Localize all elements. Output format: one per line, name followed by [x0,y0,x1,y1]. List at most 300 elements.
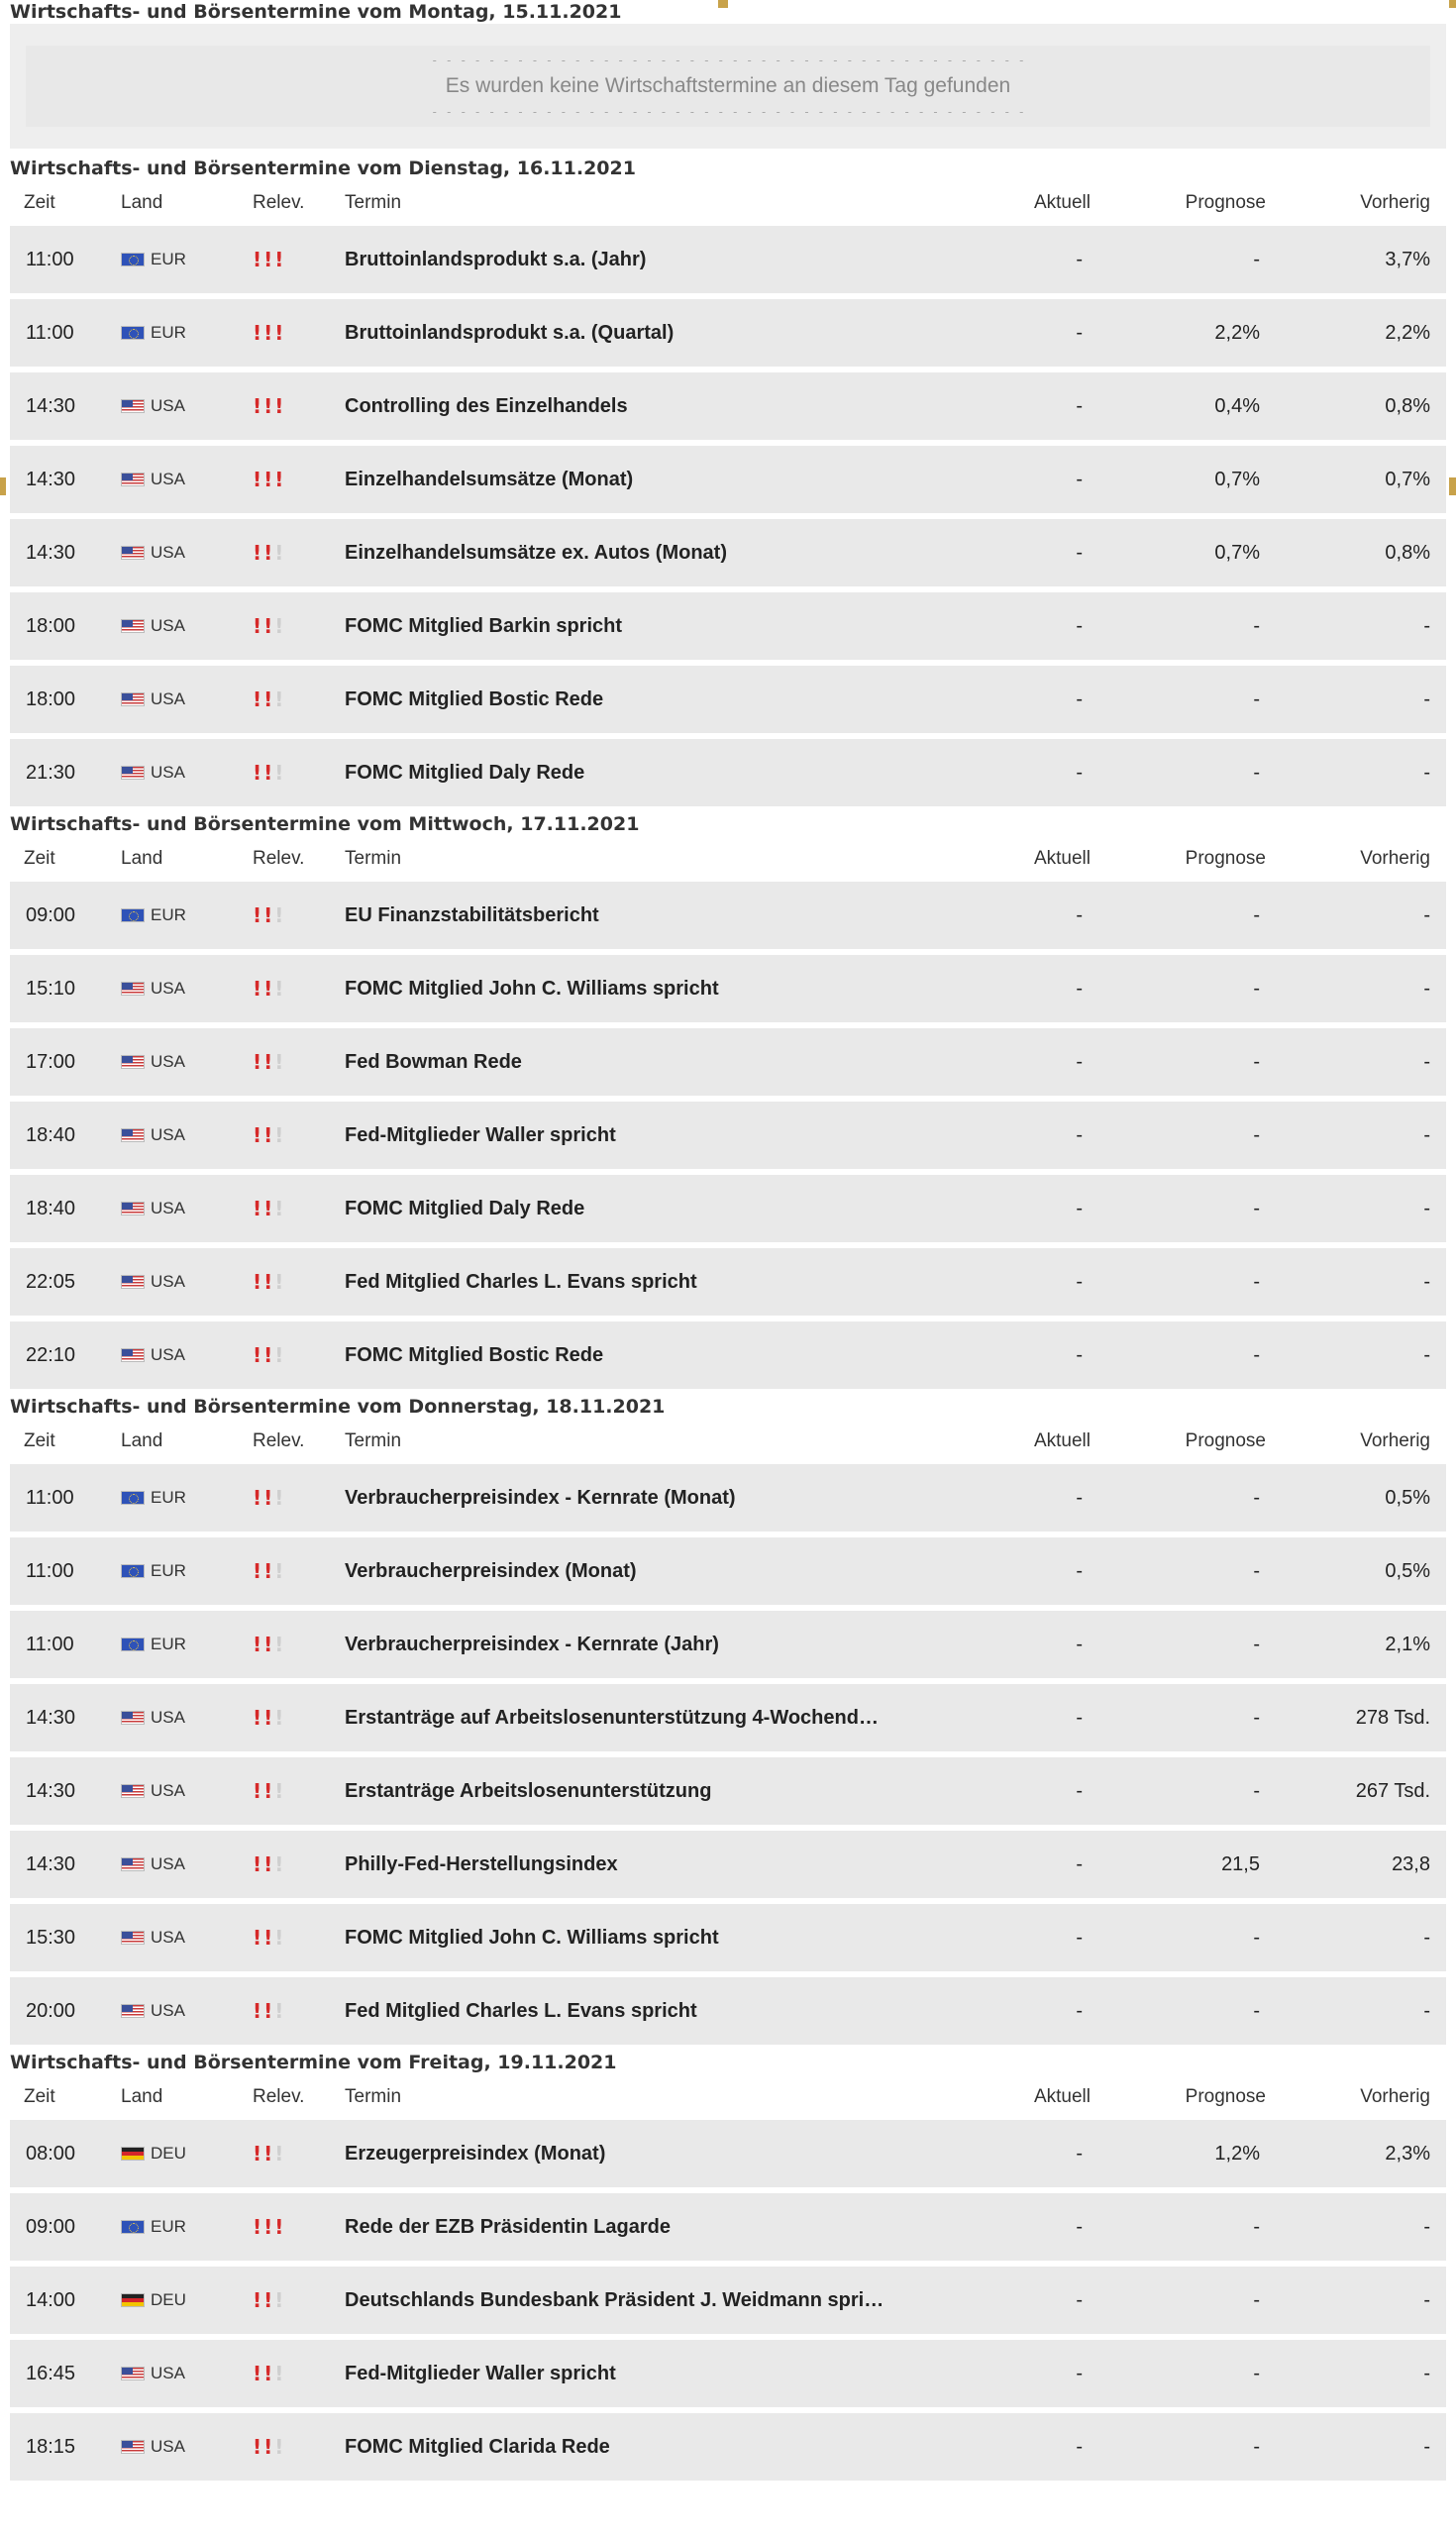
header-time[interactable]: Zeit [24,848,55,869]
usa-flag-icon [121,1055,145,1069]
event-previous: - [1423,977,1430,1000]
event-previous: 23,8 [1392,1852,1430,1875]
header-forecast[interactable]: Prognose [1185,2086,1266,2107]
event-term[interactable]: FOMC Mitglied John C. Williams spricht [345,977,719,1000]
table-row[interactable] [10,2193,1446,2261]
event-forecast: - [1253,761,1260,784]
event-country [117,1635,253,1654]
event-country [117,2437,253,2457]
event-time: 14:30 [26,1852,76,1875]
event-relevance [253,1781,345,1801]
relevance-icon [253,979,283,999]
header-term[interactable]: Termin [345,192,402,213]
event-country [117,1488,253,1508]
event-actual: - [1076,614,1083,637]
event-country [117,1345,253,1365]
table-row[interactable] [10,1028,1446,1096]
day-title: Wirtschafts- und Börsentermine vom Montag, 15.11.2021 [10,1,622,23]
event-previous: - [1423,1050,1430,1073]
usa-flag-icon [121,982,145,996]
exclamation-icon: ! [263,2142,273,2166]
exclamation-icon: ! [253,1633,262,1656]
relevance-icon [253,1708,283,1728]
usa-flag-icon [121,1711,145,1725]
event-previous: - [1423,2215,1430,2238]
table-header [10,836,1446,882]
event-previous: 0,8% [1385,394,1430,417]
relevance-icon [253,323,283,343]
table-row[interactable] [10,2267,1446,2334]
relevance-icon [253,689,283,709]
relevance-icon [253,2364,283,2383]
event-time: 14:30 [26,394,76,417]
scroll-marker-right [1449,477,1456,495]
event-relevance [253,1928,345,1948]
event-term[interactable]: FOMC Mitglied Daly Rede [345,761,585,784]
header-previous[interactable]: Vorherig [1360,192,1430,213]
event-country [117,2290,253,2310]
event-forecast: - [1253,1559,1260,1582]
event-country [117,1052,253,1072]
event-time: 16:45 [26,2362,76,2384]
table-row[interactable] [10,882,1446,949]
event-actual: - [1076,541,1083,564]
country-code: USA [151,396,185,415]
event-relevance [253,979,345,999]
header-land[interactable]: Land [121,2086,163,2107]
event-relevance [253,2364,345,2383]
event-forecast: - [1253,248,1260,270]
event-term[interactable]: Philly-Fed-Herstellungsindex [345,1852,618,1875]
header-time[interactable]: Zeit [24,192,55,213]
event-term[interactable]: Einzelhandelsumsätze (Monat) [345,468,634,490]
event-relevance [253,250,345,269]
event-actual: - [1076,1123,1083,1146]
scroll-marker-top-right [1449,0,1456,8]
relevance-icon [253,470,283,489]
event-forecast: - [1253,2362,1260,2384]
empty-message: Es wurden keine Wirtschaftstermine an diesem Tag gefunden [445,74,1011,97]
event-term[interactable]: Fed Bowman Rede [345,1050,522,1073]
event-time: 15:30 [26,1926,76,1949]
event-previous: 278 Tsd. [1355,1706,1430,1729]
event-previous: - [1423,903,1430,926]
header-actual[interactable]: Aktuell [1033,192,1091,213]
usa-flag-icon [121,2004,145,2018]
event-term[interactable]: Verbraucherpreisindex - Kernrate (Monat) [345,1486,736,1509]
usa-flag-icon [121,1784,145,1798]
table-header [10,1419,1446,1464]
event-actual: - [1076,1926,1083,1949]
exclamation-icon: ! [263,1486,273,1510]
table-row[interactable] [10,446,1446,513]
event-country [117,470,253,489]
event-relevance [253,1561,345,1581]
eur-flag-icon [121,2220,145,2234]
country-code: USA [151,1125,185,1144]
header-actual[interactable]: Aktuell [1033,848,1091,869]
country-code: USA [151,2364,185,2382]
event-actual: - [1076,248,1083,270]
header-term[interactable]: Termin [345,2086,402,2107]
event-previous: - [1423,1197,1430,1219]
table-row[interactable] [10,955,1446,1022]
event-time: 11:00 [26,1559,74,1582]
usa-flag-icon [121,473,145,486]
eur-flag-icon [121,1638,145,1651]
event-term[interactable]: FOMC Mitglied Bostic Rede [345,687,604,710]
event-relevance [253,1488,345,1508]
event-actual: - [1076,2215,1083,2238]
event-previous: 2,3% [1385,2142,1430,2165]
table-row[interactable] [10,2413,1446,2481]
event-relevance [253,543,345,563]
event-actual: - [1076,977,1083,1000]
relevance-icon [253,616,283,636]
eur-flag-icon [121,908,145,922]
table-row[interactable] [10,299,1446,367]
event-relevance [253,1052,345,1072]
event-country [117,543,253,563]
exclamation-icon: ! [253,761,262,785]
event-country [117,2001,253,2021]
country-code: USA [151,616,185,635]
exclamation-icon: ! [263,1123,273,1147]
event-time: 15:10 [26,977,76,1000]
table-row[interactable] [10,1757,1446,1825]
exclamation-icon: ! [263,1926,273,1950]
scroll-marker-left [0,477,6,495]
exclamation-icon: ! [253,1706,262,1730]
country-code: EUR [151,250,186,268]
header-previous[interactable]: Vorherig [1360,2086,1430,2107]
event-previous: - [1423,614,1430,637]
event-previous: - [1423,2362,1430,2384]
table-row[interactable] [10,1464,1446,1532]
dash-line-top: - - - - - - - - - - - - - - - - - - - - - - - - - - - - - - - - - - - - - - - - - - [431,53,1025,67]
usa-flag-icon [121,546,145,560]
header-actual[interactable]: Aktuell [1033,1430,1091,1451]
event-previous: 0,5% [1385,1486,1430,1509]
dash-line-bottom: - - - - - - - - - - - - - - - - - - - - - - - - - - - - - - - - - - - - - - - - - - [431,105,1025,119]
country-code: USA [151,543,185,562]
country-code: USA [151,1781,185,1800]
exclamation-icon: ! [253,1050,262,1074]
header-land[interactable]: Land [121,192,163,213]
header-forecast[interactable]: Prognose [1185,192,1266,213]
event-time: 11:00 [26,1486,74,1509]
exclamation-icon: ! [274,2435,284,2459]
event-term[interactable]: EU Finanzstabilitätsbericht [345,903,599,926]
event-term[interactable]: Controlling des Einzelhandels [345,394,628,417]
event-term[interactable]: FOMC Mitglied Bostic Rede [345,1343,604,1366]
exclamation-icon: ! [253,394,262,418]
event-time: 18:00 [26,614,76,637]
header-time[interactable]: Zeit [24,2086,55,2107]
country-code: USA [151,2437,185,2456]
exclamation-icon: ! [274,1197,284,1220]
exclamation-icon: ! [274,1706,284,1730]
exclamation-icon: ! [263,1633,273,1656]
event-term[interactable]: Deutschlands Bundesbank Präsident J. Weidmann spri… [345,2288,884,2311]
table-row[interactable] [10,1684,1446,1751]
day-title: Wirtschafts- und Börsentermine vom Freitag, 19.11.2021 [10,2052,617,2073]
table-row[interactable] [10,1248,1446,1316]
event-actual: - [1076,2362,1083,2384]
event-term[interactable]: FOMC Mitglied John C. Williams spricht [345,1926,719,1949]
header-previous[interactable]: Vorherig [1360,848,1430,869]
table-row[interactable] [10,592,1446,660]
event-relevance [253,1345,345,1365]
event-time: 11:00 [26,248,74,270]
event-time: 09:00 [26,903,76,926]
table-row[interactable] [10,1831,1446,1898]
relevance-icon [253,1561,283,1581]
event-term[interactable]: Erzeugerpreisindex (Monat) [345,2142,606,2165]
relevance-icon [253,1854,283,1874]
table-row[interactable] [10,1977,1446,2045]
event-actual: - [1076,321,1083,344]
event-term[interactable]: Erstanträge auf Arbeitslosenunterstützung 4-Wochend… [345,1706,879,1729]
table-row[interactable] [10,1102,1446,1169]
country-code: USA [151,1854,185,1873]
exclamation-icon: ! [253,1926,262,1950]
event-forecast: 21,5 [1221,1852,1260,1875]
event-time: 18:00 [26,687,76,710]
table-row[interactable] [10,1611,1446,1678]
event-relevance [253,1635,345,1654]
event-previous: - [1423,1999,1430,2022]
event-term[interactable]: Erstanträge Arbeitslosenunterstützung [345,1779,712,1802]
header-relevance[interactable]: Relev. [253,848,305,869]
country-code: USA [151,1928,185,1947]
usa-flag-icon [121,2440,145,2454]
exclamation-icon: ! [274,248,284,271]
event-term[interactable]: Einzelhandelsumsätze ex. Autos (Monat) [345,541,727,564]
exclamation-icon: ! [274,614,284,638]
usa-flag-icon [121,1348,145,1362]
event-forecast: - [1253,1486,1260,1509]
exclamation-icon: ! [274,1852,284,1876]
event-term[interactable]: Bruttoinlandsprodukt s.a. (Quartal) [345,321,675,344]
relevance-icon [253,1125,283,1145]
event-forecast: - [1253,903,1260,926]
event-forecast: - [1253,2435,1260,2458]
exclamation-icon: ! [274,761,284,785]
table-row[interactable] [10,739,1446,806]
event-actual: - [1076,687,1083,710]
event-term[interactable]: Fed-Mitglieder Waller spricht [345,2362,616,2384]
day-title: Wirtschafts- und Börsentermine vom Donnerstag, 18.11.2021 [10,1396,666,1418]
header-forecast[interactable]: Prognose [1185,848,1266,869]
event-term[interactable]: Fed-Mitglieder Waller spricht [345,1123,616,1146]
event-previous: 0,8% [1385,541,1430,564]
event-actual: - [1076,1779,1083,1802]
exclamation-icon: ! [253,1559,262,1583]
day-title: Wirtschafts- und Börsentermine vom Dienstag, 16.11.2021 [10,158,636,179]
event-time: 08:00 [26,2142,76,2165]
table-row[interactable] [10,1321,1446,1389]
event-relevance [253,323,345,343]
header-relevance[interactable]: Relev. [253,1430,305,1451]
country-code: USA [151,1345,185,1364]
relevance-icon [253,2217,283,2237]
relevance-icon [253,905,283,925]
usa-flag-icon [121,619,145,633]
event-actual: - [1076,1270,1083,1293]
event-country [117,1854,253,1874]
exclamation-icon: ! [274,1050,284,1074]
event-previous: 0,5% [1385,1559,1430,1582]
header-land[interactable]: Land [121,1430,163,1451]
table-row[interactable] [10,666,1446,733]
event-previous: 0,7% [1385,468,1430,490]
event-previous: - [1423,2435,1430,2458]
table-row[interactable] [10,2340,1446,2407]
exclamation-icon: ! [253,248,262,271]
header-relevance[interactable]: Relev. [253,2086,305,2107]
exclamation-icon: ! [263,541,273,565]
event-relevance [253,1272,345,1292]
eur-flag-icon [121,326,145,340]
event-actual: - [1076,394,1083,417]
usa-flag-icon [121,1857,145,1871]
event-forecast: - [1253,977,1260,1000]
event-relevance [253,396,345,416]
event-term[interactable]: Fed Mitglied Charles L. Evans spricht [345,1999,697,2022]
eur-flag-icon [121,1564,145,1578]
exclamation-icon: ! [253,1779,262,1803]
event-actual: - [1076,1999,1083,2022]
exclamation-icon: ! [274,687,284,711]
eur-flag-icon [121,253,145,266]
event-relevance [253,470,345,489]
exclamation-icon: ! [253,1999,262,2023]
event-relevance [253,905,345,925]
header-previous[interactable]: Vorherig [1360,1430,1430,1451]
header-actual[interactable]: Aktuell [1033,2086,1091,2107]
event-term[interactable]: Rede der EZB Präsidentin Lagarde [345,2215,671,2238]
event-term[interactable]: Fed Mitglied Charles L. Evans spricht [345,1270,697,1293]
event-relevance [253,2217,345,2237]
event-forecast: - [1253,1123,1260,1146]
event-country [117,616,253,636]
header-land[interactable]: Land [121,848,163,869]
event-time: 21:30 [26,761,76,784]
relevance-icon [253,1635,283,1654]
event-previous: - [1423,1270,1430,1293]
exclamation-icon: ! [253,2435,262,2459]
event-country [117,323,253,343]
header-forecast[interactable]: Prognose [1185,1430,1266,1451]
event-term[interactable]: Bruttoinlandsprodukt s.a. (Jahr) [345,248,647,270]
event-term[interactable]: FOMC Mitglied Daly Rede [345,1197,585,1219]
exclamation-icon: ! [274,394,284,418]
exclamation-icon: ! [274,903,284,927]
event-term[interactable]: Verbraucherpreisindex (Monat) [345,1559,637,1582]
table-row[interactable] [10,2120,1446,2187]
table-header [10,180,1446,226]
event-actual: - [1076,1559,1083,1582]
day-section [10,1395,1446,2045]
country-code: USA [151,2001,185,2020]
usa-flag-icon [121,766,145,780]
deu-flag-icon [121,2293,145,2307]
event-term[interactable]: Verbraucherpreisindex - Kernrate (Jahr) [345,1633,719,1655]
exclamation-icon: ! [263,1779,273,1803]
day-section [10,812,1446,1389]
event-previous: - [1423,687,1430,710]
exclamation-icon: ! [253,2142,262,2166]
header-time[interactable]: Zeit [24,1430,55,1451]
event-actual: - [1076,2142,1083,2165]
event-time: 11:00 [26,321,74,344]
event-country [117,2364,253,2383]
event-relevance [253,1708,345,1728]
event-country [117,250,253,269]
table-row[interactable] [10,1537,1446,1605]
day-section [10,2051,1446,2481]
table-row[interactable] [10,1904,1446,1971]
event-previous: - [1423,2288,1430,2311]
exclamation-icon: ! [263,903,273,927]
table-row[interactable] [10,519,1446,586]
exclamation-icon: ! [253,1852,262,1876]
relevance-icon [253,1199,283,1218]
table-row[interactable] [10,226,1446,293]
exclamation-icon: ! [274,2362,284,2385]
event-forecast: - [1253,1270,1260,1293]
day-section [10,0,1446,149]
event-forecast: 0,4% [1214,394,1260,417]
event-actual: - [1076,1343,1083,1366]
event-forecast: 2,2% [1214,321,1260,344]
event-time: 14:00 [26,2288,76,2311]
header-term[interactable]: Termin [345,848,402,869]
event-forecast: 1,2% [1214,2142,1260,2165]
event-term[interactable]: FOMC Mitglied Barkin spricht [345,614,623,637]
table-row[interactable] [10,372,1446,440]
exclamation-icon: ! [274,1926,284,1950]
event-country [117,1272,253,1292]
relevance-icon [253,1488,283,1508]
event-forecast: - [1253,614,1260,637]
event-term[interactable]: FOMC Mitglied Clarida Rede [345,2435,610,2458]
exclamation-icon: ! [263,1270,273,1294]
exclamation-icon: ! [263,2288,273,2312]
event-forecast: - [1253,1779,1260,1802]
event-previous: - [1423,761,1430,784]
table-row[interactable] [10,1175,1446,1242]
relevance-icon [253,2001,283,2021]
event-actual: - [1076,2288,1083,2311]
event-actual: - [1076,1706,1083,1729]
day-title: Wirtschafts- und Börsentermine vom Mittwoch, 17.11.2021 [10,813,640,835]
event-actual: - [1076,468,1083,490]
exclamation-icon: ! [274,1270,284,1294]
header-relevance[interactable]: Relev. [253,192,305,213]
event-previous: 267 Tsd. [1355,1779,1430,1802]
exclamation-icon: ! [263,468,273,491]
event-forecast: - [1253,1197,1260,1219]
event-actual: - [1076,2435,1083,2458]
event-relevance [253,763,345,783]
header-term[interactable]: Termin [345,1430,402,1451]
country-code: USA [151,763,185,782]
event-country [117,2144,253,2164]
event-forecast: 0,7% [1214,468,1260,490]
country-code: USA [151,689,185,708]
